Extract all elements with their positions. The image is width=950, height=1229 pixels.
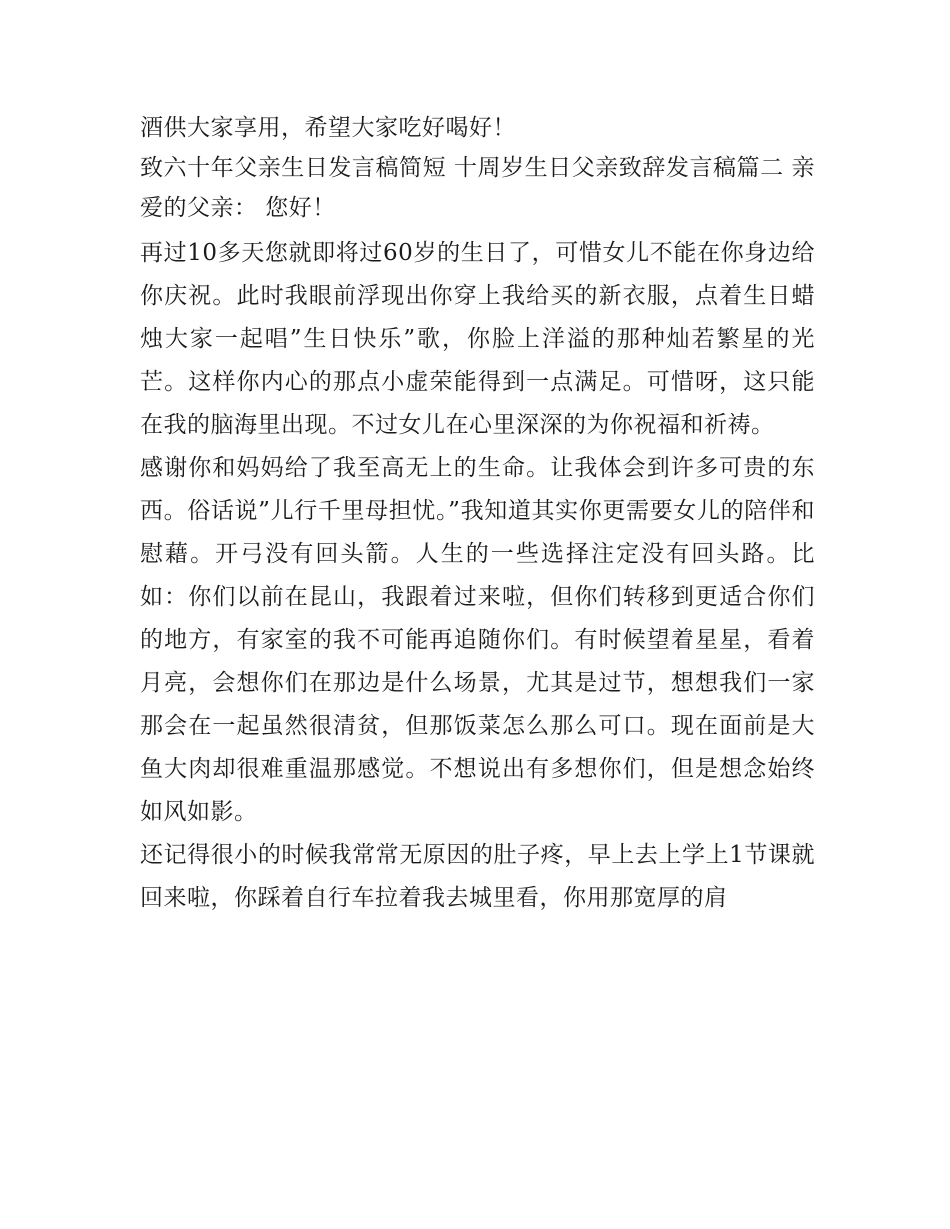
paragraph-birthday-wish: 再过10多天您就即将过60岁的生日了，可惜女儿不能在你身边给你庆祝。此时我眼前浮现出你穿上我给买的新衣服，点着生日蜡烛大家一起唱”生日快乐”歌，你脸上洋溢的那种灿若繁星的光芒。这样你内心的那点小虚荣能得到一点满足。可惜呀，这只能在我的脑海里出现。不过女儿在心里深深的为你祝福和祈祷。 [140, 240, 815, 438]
paragraph-heading: 致六十年父亲生日发言稿简短 十周岁生日父亲致辞发言稿篇二 亲爱的父亲： 您好！ [140, 155, 815, 221]
paragraph-closing-line: 酒供大家享用，希望大家吃好喝好！ [140, 115, 516, 141]
paragraph-childhood-memory: 还记得很小的时候我常常无原因的肚子疼，早上去上学上1节课就回来啦，你踩着自行车拉着我去城里看，你用那宽厚的肩 [140, 842, 815, 911]
paragraph-gratitude: 感谢你和妈妈给了我至高无上的生命。让我体会到许多可贵的东西。俗话说”儿行千里母担忧。”我知道其实你更需要女儿的陪伴和慰藉。开弓没有回头箭。人生的一些选择注定没有回头路。比如：你们以前在昆山，我跟着过来啦，但你们转移到更适合你们的地方，有家室的我不可能再追随你们。有时候望着星星，看着月亮，会想你们在那边是什么场景，尤其是过节，想想我们一家那会在一起虽然很清贫，但那饭菜怎么那么可口。现在面前是大鱼大肉却很难重温那感觉。不想说出有多想你们，但是想念始终如风如影。 [140, 455, 815, 825]
document-body [140, 108, 815, 920]
